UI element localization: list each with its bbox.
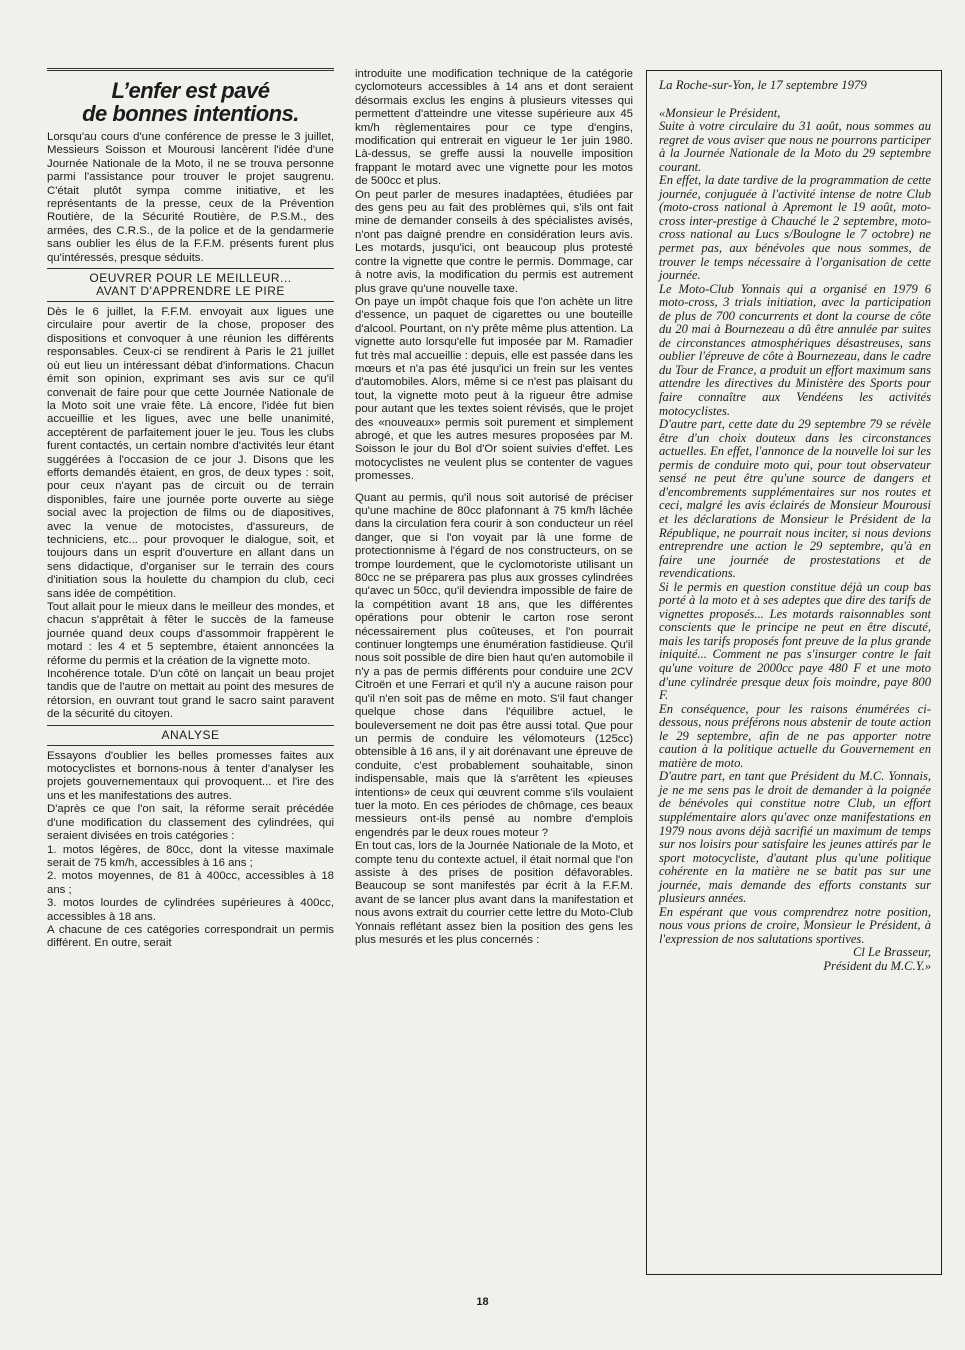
paragraph-gap — [355, 484, 633, 492]
section-heading-line-1: OEUVRER POUR LE MEILLEUR... — [89, 271, 292, 286]
paragraph: Tout allait pour le mieux dans le meilleur des mondes, et chacun s'apprêtait à fêter le succès de la fameuse journée quand deux coups d'assommoir frappèrent le motard : les 4 et 5 septembre, étaient annoncées la réforme du permis et la création de la vignette moto. — [47, 601, 334, 667]
paragraph: A chacune de ces catégories correspondrait un permis différent. En outre, serait — [47, 923, 334, 950]
title-line-2: de bonnes intentions. — [82, 101, 299, 126]
article-column-left — [47, 68, 334, 951]
section-heading-text: ANALYSE — [161, 727, 220, 742]
title-rule-top — [47, 68, 334, 73]
letter-paragraph: En conséquence, pour les raisons énumérées ci-dessous, nous préférons nous abstenir de toute action le 29 septembre, afin de ne pas apporter notre caution à la politique actuelle du Gouvernement en matière de moto. — [659, 701, 931, 770]
section-heading-analyse — [47, 725, 334, 746]
list-item: 1. motos légères, de 80cc, dont la vitesse maximale serait de 75 km/h, accessibles à 16 ans ; — [47, 843, 334, 869]
page-number: 18 — [476, 1296, 489, 1308]
letter-signature-title: Président du M.C.Y.» — [823, 959, 931, 973]
letter-box — [646, 70, 942, 1275]
paragraph: introduite une modification technique de la catégorie cyclomoteurs accessibles à 14 ans et dont seraient désormais exclus les engins à plusieurs vitesses qui permettent d'atteindre une vitesse supérieure aux 45 km/h règlementaires pour ce type d'engins, modification qui entrerait en vigueur le 1er juin 1980. Là-dessus, se greffe aussi la nouvelle imposition frappant le motard avec une vignette pour les motos de 500cc et plus. — [355, 68, 633, 188]
section-heading-line-2: AVANT D'APPRENDRE LE PIRE — [96, 284, 285, 299]
article-title — [47, 79, 334, 125]
intro-paragraph: Lorsqu'au cours d'une conférence de presse le 3 juillet, Messieurs Soisson et Mourousi lancèrent l'idée d'une Journée Nationale de la Moto, il ne se trouva personne parmi l'assistance pour trouver le projet saugrenu. C'était plutôt sympa comme initiative, et les représentants de la presse, ceux de la Prévention Routière, de la Sécurité Routière, de P.S.M., des armées, des C.R.S., de la police et de la gendarmerie sans oublier les élus de la F.F.M. présents furent plus qu'intéressés, presque séduits. — [47, 131, 334, 264]
letter-paragraph: En espérant que vous comprendrez notre position, nous vous prions de croire, Monsieur le Président, à l'expression de nos salutations sportives. — [659, 904, 931, 946]
letter-paragraph: Suite à votre circulaire du 31 août, nous sommes au regret de vous aviser que nous ne pourrons participer à la Journée Nationale de la Moto du 29 septembre courant. — [659, 119, 931, 174]
letter-paragraph: Si le permis en question constitue déjà un coup bas porté à la moto et à ses adeptes que dire des tarifs de vignettes proposés... Les motards raisonnables sont conscients que le principe ne peut en être discuté, mais les tarifs proposés font preuve de la plus grande iniquité... Comment ne pas s'insurger contre le fait qu'une voiture de 2000cc paye 480 F et une moto d'une cylindrée presque deux fois moindre, paye 800 F. — [659, 579, 931, 703]
article-column-middle — [355, 68, 633, 947]
paragraph: Quant au permis, qu'il nous soit autorisé de préciser qu'une machine de 80cc plafonnant à 75 km/h lâchée dans la circulation fera courir à son conducteur un réel danger, que si l'on voyait par là une forme de protectionnisme à l'égard de nos constructeurs, on se trompe lourdement, que le cyclomotoriste utilisant un 80cc ne se préparera pas plus aux grosses cylindrées qu'avec un 50cc, qu'il deviendra impossible de faire de la compétition avant 18 ans, que les différentes opérations pour obtenir le carton rose seront nécessairement plus coûteuses, et l'on pourrait continuer longtemps une énumération fastidieuse. Qu'il nous soit possible de dire bien haut qu'en automobile il n'y a pas de permis différents pour conduire une 2CV Citroën et une Ferrari et qu'il n'y a aucune raison pour qu'il n'en soit pas de même en moto. S'il faut changer quelque chose dans l'équilibre actuel, le bouleversement ne doit pas être aussi total. Que pour un permis de conduire les vélomoteurs (125cc) obtensible à 16 ans, il y ait dorénavant une épreuve de conduite, c'est probablement souhaitable, sinon indispensable, mais que là s'arrêtent les «pieuses intentions» de ceux qui œuvrent comme s'ils voulaient tuer la moto. En ces périodes de chômage, ces beaux messieurs ont-ils pensé au nombre d'emplois engendrés par le deux roues moteur ? — [355, 491, 633, 839]
title-line-1: L’enfer est pavé — [111, 78, 270, 103]
letter-salutation: «Monsieur le Président, — [659, 105, 781, 120]
list-item: 3. motos lourdes de cylindrées supérieures à 400cc, accessibles à 18 ans. — [47, 897, 334, 923]
letter-paragraph: Le Moto-Club Yonnais qui a organisé en 1979 6 moto-cross, 3 trials initiation, avec la participation de plus de 700 concurrents et dont la course de côte du 20 mai à Bournezeau a dû être annulée par suites de circonstances atmosphériques désastreuses, sans oublier l'épreuve de côte à Bournezeau, dans le cadre du Tour de France, a produit un effort maximum sans attendre les directives du Ministère des Sports pour faire connaître aux Vendéens les activités motocyclistes. — [659, 281, 931, 418]
letter-signature-name: Cl Le Brasseur, — [852, 945, 931, 960]
paragraph: On paye un impôt chaque fois que l'on achète un litre d'essence, un paquet de cigarettes ou une bouteille d'alcool. Pourtant, on n'y prête même plus attention. La vignette auto lorsqu'elle fut imposée par M. Ramadier fut très mal accueillie : depuis, elle est passée dans les mœurs et n'a pas été jusqu'ici un frein sur les ventes d'automobiles. Alors, même si ce n'est pas plaisant du tout, la vignette moto peut à la rigueur être admise pour autant que les textes soient révisés, que le projet des «nouveaux» permis soit purement et simplement abrogé, et que les autres mesures proposées par M. Soisson le jour du Bol d'Or soient suivies d'effet. Les motocyclistes ne veulent plus se contenter de vagues promesses. — [355, 295, 633, 483]
section-heading-oeuvrer — [47, 268, 334, 302]
paragraph: D'après ce que l'on sait, la réforme serait précédée d'une modification du classement des cylindrées, qui seraient divisées en trois catégories : — [47, 803, 334, 843]
paragraph: On peut parler de mesures inadaptées, étudiées par des gens peu au fait des problèmes qui, s'ils ont fait mine de demander conseils à des spécialistes avisés, n'ont pas daigné prendre en considération leurs avis. Les motards, jusqu'ici, ont beaucoup plus protesté contre la vignette que contre le permis. Dommage, car à notre avis, la modification du permis est autrement plus grave qu'une nouvelle taxe. — [355, 188, 633, 295]
letter-dateline: La Roche-sur-Yon, le 17 septembre 1979 — [659, 78, 867, 92]
letter-paragraph: En effet, la date tardive de la programmation de cette journée, conjuguée à l'activité intense de notre Club (moto-cross national à Apremont le 19 août, moto-cross inter-prestige à Chauché le 2 septembre, moto-cross national au Lucs s/Boulogne le 7 octobre) ne permet pas, aux bénévoles que nous sommes, de trouver le temps nécessaire à l'organisation de cette journée. — [659, 173, 931, 283]
paragraph: Essayons d'oublier les belles promesses faites aux motocyclistes et bornons-nous à tenter d'analyser les projets gouvernementaux qui provoquent... et l'ire des uns et les manifestations des autres. — [47, 749, 334, 802]
letter-paragraph: D'autre part, en tant que Président du M.C. Yonnais, je ne me sens pas le droit de demander à la poignée de bénévoles qui constitue notre Club, un effort supplémentaire alors qu'avec onze manifestations en 1979 nous avons déjà sacrifié un maximum de temps sur nos loisirs pour satisfaire les jeunes attirés par le sport motocycliste, d'autant plus qu'une politique cohérente en la matière ne se batit pas sur une journée, mais demande des efforts constants sur plusieurs années. — [659, 769, 931, 906]
paragraph: En tout cas, lors de la Journée Nationale de la Moto, et compte tenu du contexte actuel, il était normal que l'on assiste à des prises de position défavorables. Beaucoup se sont manifestés par écrit à la F.F.M. avant de se lancer plus avant dans la manifestation et nous avons extrait du courrier cette lettre du Moto-Club Yonnais reflétant assez bien la position des gens les plus mesurés et les plus concernés : — [355, 840, 633, 946]
paragraph: Dès le 6 juillet, la F.F.M. envoyait aux ligues une circulaire pour avertir de la chose, proposer des dispositions et convoquer à une réunion les différents responsables. Ceux-ci se rendirent à Paris le 21 juillet où eut lieu un intéressant débat d'informations. Chacun émit son opinion, exprimant ses avis sur ce qu'il convenait de faire pour que cette Journée Nationale de la Moto soit une vraie fête. Là encore, l'idée fut bien accueillie et les ligues, avec une belle unanimité, acceptèrent de parfaitement jouer le jeu. Tous les clubs furent contactés, un certain nombre d'activités leur étant suggérées à l'occasion de ce jour J. Disons que les efforts demandés étaient, en gros, de deux types : soit, pour ceux n'ayant pas de circuit ou de terrain disponibles, faire une journée porte ouverte au siège social avec la projection de films ou de diapositives, avec la venue de motocistes, d'assureurs, de techniciens, etc... pour provoquer le dialogue, soit, et toujours dans un esprit d'ouverture en allant dans un sens didactique, d'organiser sur le terrain des cours d'initiation sous la houlette du champion du club, ceci sans idée de compétition. — [47, 306, 334, 600]
list-item: 2. motos moyennes, de 81 à 400cc, accessibles à 18 ans ; — [47, 870, 334, 896]
letter-paragraph: D'autre part, cette date du 29 septembre 79 se révèle être d'un choix douteux dans les circonstances actuelles. En effet, l'annonce de la nouvelle loi sur les permis de conduire moto qui, pour tout observateur sensé ne peut être qu'une source de dangers et d'encombrements supplémentaires sur nos routes et ceci, malgré les avis éclairés de Monsieur Mourousi et les déclarations de Monsieur le Président de la République, ne pourrait nous inciter, si nous devions entreprendre une action le 29 septembre, qu'à en faire une journée de prostestations et de revendications. — [659, 417, 931, 581]
paragraph: Incohérence totale. D'un côté on lançait un beau projet tandis que de l'autre on mettait au point des mesures de rétorsion, en ouvrant tout grand le sacro saint paravent de la sécurité du citoyen. — [47, 668, 334, 721]
